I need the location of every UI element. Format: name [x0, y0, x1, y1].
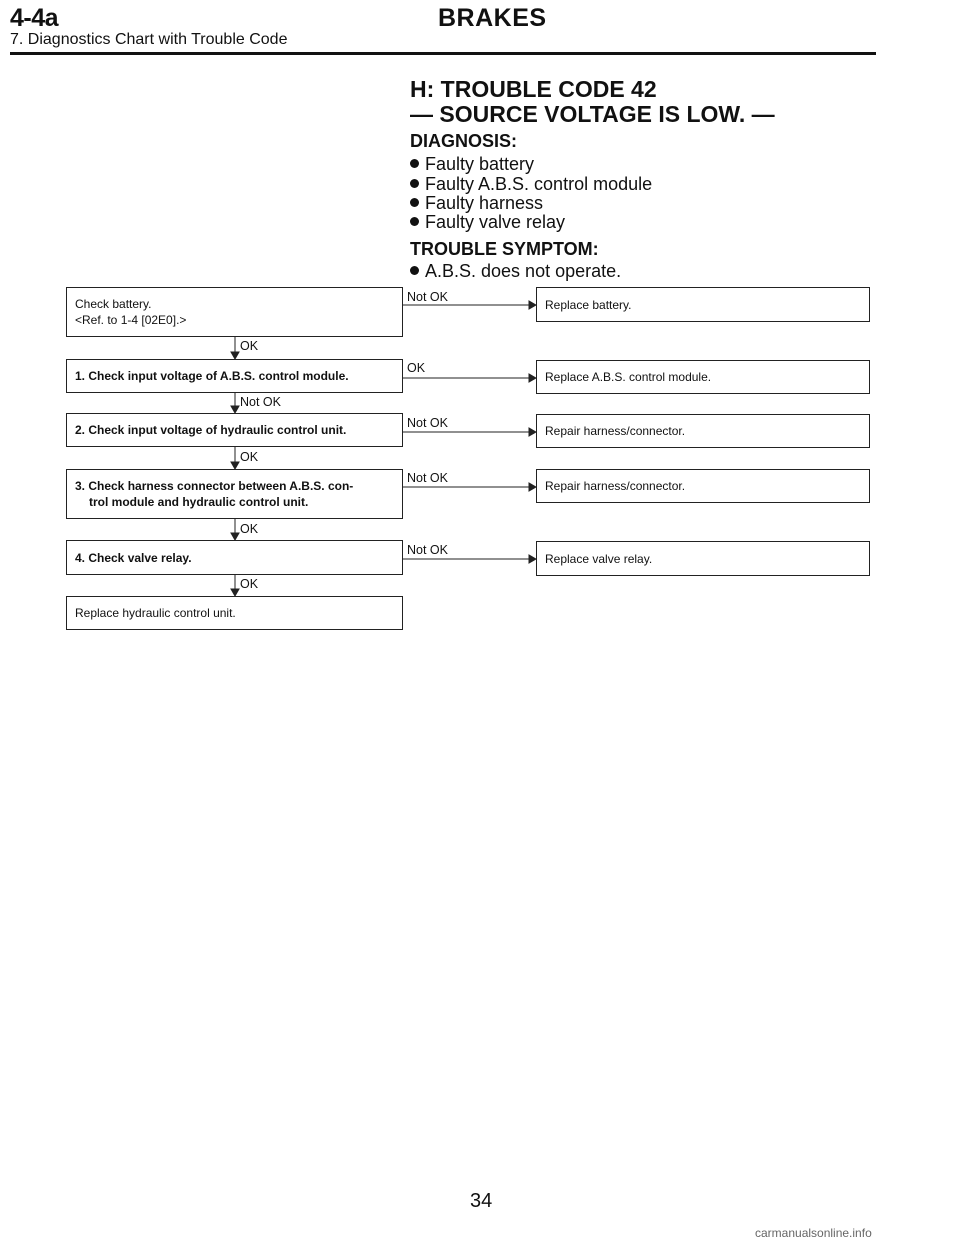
section-number: 4-4a [10, 4, 59, 32]
section-subtitle: 7. Diagnostics Chart with Trouble Code [10, 31, 288, 48]
branch-label: OK [407, 361, 426, 375]
down-label: OK [240, 522, 259, 536]
branch-label: Not OK [407, 471, 448, 485]
diagnosis-item: Faulty A.B.S. control module [410, 174, 652, 194]
arrow-right-icon [529, 555, 536, 563]
symptom-heading: TROUBLE SYMPTOM: [410, 239, 599, 259]
flow-step-box: 1. Check input voltage of A.B.S. control module. [66, 359, 403, 393]
flow-result-box: Replace valve relay. [536, 541, 870, 576]
flow-step-box: 4. Check valve relay. [66, 540, 403, 575]
watermark: carmanualsonline.info [755, 1226, 872, 1240]
diagnosis-item: Faulty battery [410, 154, 534, 174]
down-label: OK [240, 339, 259, 353]
branch-label: Not OK [407, 543, 448, 557]
chapter-title: BRAKES [438, 4, 547, 32]
down-label: OK [240, 450, 259, 464]
diagnosis-heading: DIAGNOSIS: [410, 131, 518, 151]
diagnosis-item: Faulty harness [410, 193, 543, 213]
diagnosis-item: Faulty valve relay [410, 212, 565, 232]
arrow-down-icon [231, 533, 239, 540]
arrow-down-icon [231, 589, 239, 596]
flow-step-box: Check battery. <Ref. to 1-4 [02E0].> [66, 287, 403, 337]
page-number: 34 [470, 1190, 493, 1212]
flow-final-box: Replace hydraulic control unit. [66, 596, 403, 630]
trouble-code-title: H: TROUBLE CODE 42 [410, 76, 657, 102]
down-label: OK [240, 577, 259, 591]
down-label: Not OK [240, 395, 281, 409]
flow-result-box: Repair harness/connector. [536, 414, 870, 448]
branch-label: Not OK [407, 416, 448, 430]
branch-label: Not OK [407, 290, 448, 304]
flow-result-box: Replace A.B.S. control module. [536, 360, 870, 394]
flow-result-box: Repair harness/connector. [536, 469, 870, 503]
flow-step-box: 3. Check harness connector between A.B.S. con- trol module and hydraulic control unit. [66, 469, 403, 519]
symptom-item: A.B.S. does not operate. [410, 261, 621, 281]
arrow-down-icon [231, 462, 239, 469]
trouble-code-subtitle: — SOURCE VOLTAGE IS LOW. — [410, 101, 775, 127]
arrow-right-icon [529, 301, 536, 309]
flow-step-box: 2. Check input voltage of hydraulic control unit. [66, 413, 403, 447]
arrow-right-icon [529, 428, 536, 436]
arrow-right-icon [529, 483, 536, 491]
arrow-right-icon [529, 374, 536, 382]
arrow-down-icon [231, 352, 239, 359]
flow-result-box: Replace battery. [536, 287, 870, 322]
arrow-down-icon [231, 406, 239, 413]
